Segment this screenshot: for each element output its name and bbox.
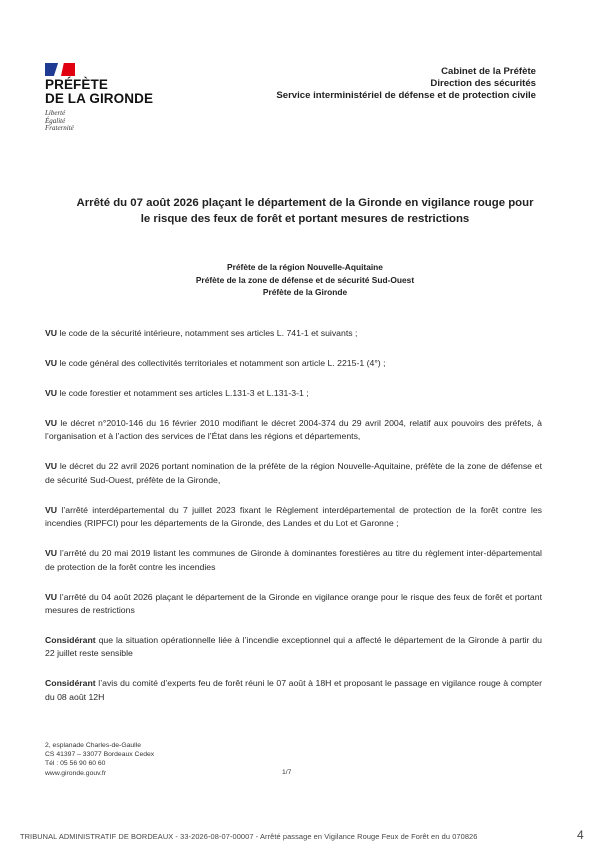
motto-egalite: Égalité xyxy=(45,116,66,125)
paragraph xyxy=(45,677,542,704)
paragraph xyxy=(45,357,542,370)
paragraph-text: le décret n°2010-146 du 16 février 2010 modifiant le décret 2004-374 du 29 avril 2004, relatif aux pouvoirs des préfets, à l’organisation et à l’action des services de l’État dans les régions et départements, xyxy=(45,418,542,442)
paragraph-lead: VU xyxy=(45,418,58,428)
paragraph-text: l’arrêté interdépartemental du 7 juillet 2023 fixant le Règlement interdépartemental de protection de la forêt contre les incendies (RIPFCI) pour les départements de la Gironde, des Landes et du Lot et Garonne ; xyxy=(45,504,542,529)
sheet-number: 4 xyxy=(577,828,584,842)
paragraph-lead: VU xyxy=(45,358,58,368)
paragraph-text: l’arrêté du 04 août 2026 plaçant le département de la Gironde en vigilance orange pour le risque des feux de forêt et portant mesures de restrictions xyxy=(45,591,542,616)
paragraph-lead: Considérant xyxy=(45,678,96,689)
motto xyxy=(45,110,185,133)
paragraph-lead: VU xyxy=(45,328,58,338)
paragraph-text: le code général des collectivités territoriales et notamment son article L. 2215-1 (4°) ; xyxy=(57,358,386,368)
document-title xyxy=(40,196,570,227)
page-number: 1/7 xyxy=(282,769,292,776)
logo-line-2: DE LA GIRONDE xyxy=(45,91,154,106)
office-service: Service interministériel de défense et de protection civile xyxy=(276,90,536,101)
paragraph-lead: VU xyxy=(45,548,58,559)
paragraph xyxy=(45,417,542,444)
paragraph-text: l’arrêté du 20 mai 2019 listant les communes de Gironde à dominantes forestières au titre du règlement inter-départemental de protection de la forêt contre les incendies xyxy=(45,548,542,572)
paragraph xyxy=(45,504,542,531)
paragraph-text: que la situation opérationnelle liée à l’incendie exceptionnel qui a affecté le département de la Gironde à partir du 22 juillet reste sensible xyxy=(45,635,542,659)
paragraph xyxy=(45,547,542,574)
issuing-office xyxy=(276,66,536,102)
paragraph xyxy=(45,327,542,340)
motto-fraternite: Fraternité xyxy=(45,124,74,132)
logo-line-1: PRÉFÈTE xyxy=(45,77,108,92)
paragraph-lead: VU xyxy=(45,461,58,472)
footer-website: www.gironde.gouv.fr xyxy=(45,769,107,777)
paragraph-lead: VU xyxy=(45,388,58,398)
footer-address xyxy=(45,741,154,778)
authority-line-3: Préfète de la Gironde xyxy=(262,287,348,297)
paragraph-lead: Considérant xyxy=(45,635,96,646)
authority-line-1: Préfète de la région Nouvelle-Aquitaine xyxy=(227,262,383,272)
marianne-flag-icon xyxy=(45,63,75,76)
prefecture-logo xyxy=(45,63,185,133)
footer-street: 2, esplanade Charles-de-Gaulle xyxy=(45,742,141,749)
paragraph xyxy=(45,387,542,400)
footer-postal: CS 41397 – 33077 Bordeaux Cedex xyxy=(45,751,155,759)
motto-liberte: Liberté xyxy=(45,109,66,117)
authority-line-2: Préfète de la zone de défense et de sécurité Sud-Ouest xyxy=(195,274,415,285)
paragraph-lead: VU xyxy=(45,504,58,515)
footer-phone: Tél : 05 56 90 60 60 xyxy=(45,760,106,768)
authority-block xyxy=(40,261,570,299)
title-line-2: le risque des feux de forêt et portant mesures de restrictions xyxy=(140,212,470,225)
paragraph-text: le code de la sécurité intérieure, notamment ses articles L. 741-1 et suivants ; xyxy=(57,328,358,338)
office-cabinet: Cabinet de la Préfète xyxy=(441,66,536,77)
tribunal-reference: TRIBUNAL ADMINISTRATIF DE BORDEAUX - 33-2026-08-07-00007 - Arrêté passage en Vigilance Rouge Feux de Forêt en du 070826 xyxy=(20,832,478,841)
paragraph-lead: VU xyxy=(45,591,58,602)
paragraph-text: le code forestier et notamment ses articles L.131-3 et L.131-3-1 ; xyxy=(57,388,309,398)
office-direction: Direction des sécurités xyxy=(430,78,536,89)
paragraph xyxy=(45,460,542,487)
document-body xyxy=(45,327,542,721)
paragraph xyxy=(45,591,542,618)
title-line-1: Arrêté du 07 août 2026 plaçant le département de la Gironde en vigilance rouge pour xyxy=(76,197,534,209)
paragraph-text: le décret du 22 avril 2026 portant nomination de la préfète de la région Nouvelle-Aquitaine, préfète de la zone de défense et de sécurité Sud-Ouest, préfète de la Gironde, xyxy=(45,461,542,485)
paragraph xyxy=(45,634,542,661)
paragraph-text: l’avis du comité d’experts feu de forêt réuni le 07 août à 18H et proposant le passage en vigilance rouge à compter du 08 août 12H xyxy=(45,678,542,702)
